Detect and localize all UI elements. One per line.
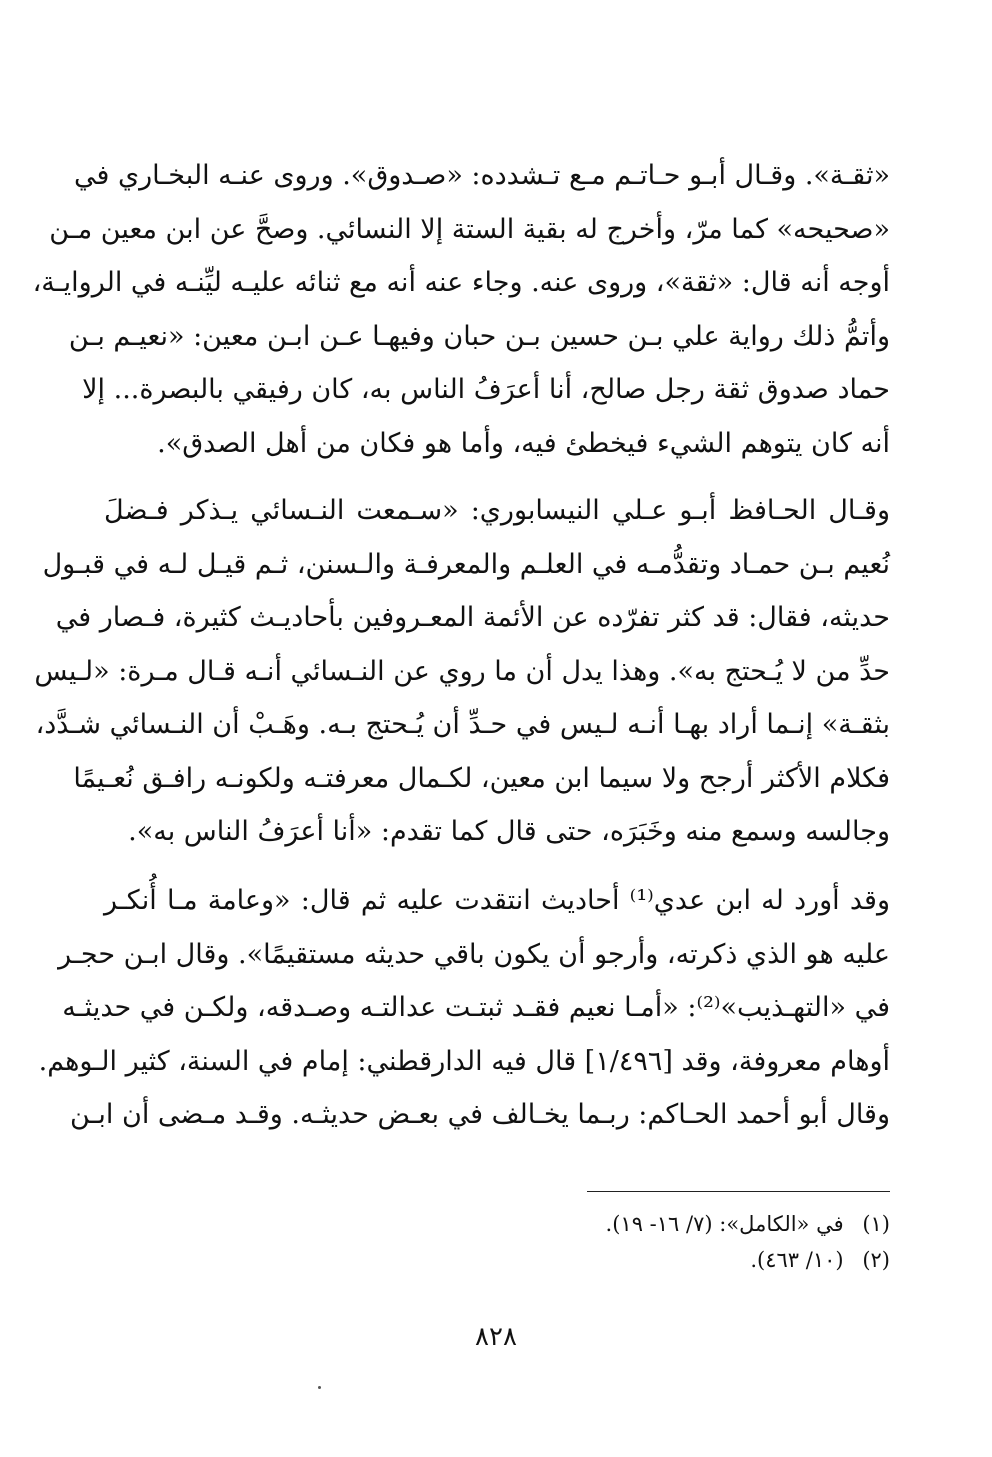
footnote-2 [104, 1242, 890, 1278]
text-line: وقد أورد له ابن عدي⁽¹⁾ أحاديث انتقدت عليه ثم قال: «وعامة مـا أُنكـر [104, 885, 890, 916]
scan-speck [318, 1386, 321, 1389]
paragraph-1 [32, 149, 890, 470]
text-line: حدِّ من لا يُـحتج به». وهذا يدل أن ما روي عن النـسائي أنـه قـال مـرة: «لـيس [34, 655, 890, 687]
footnote-text: (١٠/ ٤٦٣). [750, 1248, 844, 1272]
text-line: عليه هو الذي ذكرته، وأرجو أن يكون باقي حديثه مستقيمًا». وقال ابـن حجـر [58, 938, 890, 970]
text-line: «ثقـة». وقـال أبـو حـاتـم مـع تـشدده: «صـدوق». وروى عنـه البخـاري في [73, 160, 890, 191]
footnote-number: (٢) [862, 1248, 890, 1272]
text-line: حماد صدوق ثقة رجل صالح، أنا أعرَفُ الناس به، كان رفيقي بالبصرة... إلا [82, 374, 890, 405]
page-number: ٨٢٨ [475, 1322, 517, 1352]
footnotes [104, 1206, 890, 1278]
text-line: نُعيم بـن حمـاد وتقدُّمـه في العلـم والمعرفـة والـسنن، ثـم قيـل لـه في قبـول [42, 548, 890, 580]
text-line: وجالسه وسمع منه وخَبَرَه، حتى قال كما تقدم: «أنا أعرَفُ الناس به». [128, 816, 890, 847]
text-line: وقال أبو أحمد الحـاكم: ربـما يخـالف في بعـض حديثـه. وقـد مـضى أن ابـن [69, 1099, 890, 1130]
paragraph-3 [38, 874, 890, 1142]
text-line: أوجه أنه قال: «ثقة»، وروى عنه. وجاء عنه أنه مع ثنائه عليـه ليِّنـه في الروايـة، [32, 267, 890, 298]
text-line: أوهام معروفة، وقد [١/٤٩٦] قال فيه الدارقطني: إمام في السنة، كثير الـوهم. [38, 1045, 890, 1077]
text-line: بثقـة» إنـما أراد بهـا أنـه لـيس في حـدِّ أن يُـحتج بـه. وهَـبْ أن النـسائي شـدَّد، [35, 709, 890, 740]
text-line: أنه كان يتوهم الشيء فيخطئ فيه، وأما هو فكان من أهل الصدق». [157, 427, 890, 459]
footnote-text: في «الكامل»: (٧/ ١٦- ١٩). [605, 1212, 844, 1236]
text-line: «صحيحه» كما مرّ، وأخرج له بقية الستة إلا النسائي. وصحَّ عن ابن معين مـن [49, 213, 890, 245]
footnote-number: (١) [862, 1212, 890, 1236]
text-line: وأتمُّ ذلك رواية علي بـن حسين بـن حبان وفيهـا عـن ابـن معين: «نعيـم بـن [68, 320, 890, 352]
text-line: فكلام الأكثر أرجح ولا سيما ابن معين، لكـمال معرفتـه ولكونـه رافـق نُعـيمًا [73, 762, 890, 794]
text-line: حديثه، فقال: قد كثر تفرّده عن الأئمة المعـروفين بأحاديـث كثيرة، فـصار في [55, 602, 890, 633]
footnote-1 [104, 1206, 890, 1242]
text-line: وقـال الحـافظ أبـو عـلي النيسابوري: «سـمعت النـسائي يـذكر فـضلَ [104, 495, 890, 526]
footnote-divider [587, 1191, 890, 1192]
paragraph-2 [34, 484, 890, 859]
text-line: في «التهـذيب»⁽²⁾: «أمـا نعيم فقـد ثبتـت عدالتـه وصـدقه، ولكـن في حديثـه [62, 992, 890, 1023]
